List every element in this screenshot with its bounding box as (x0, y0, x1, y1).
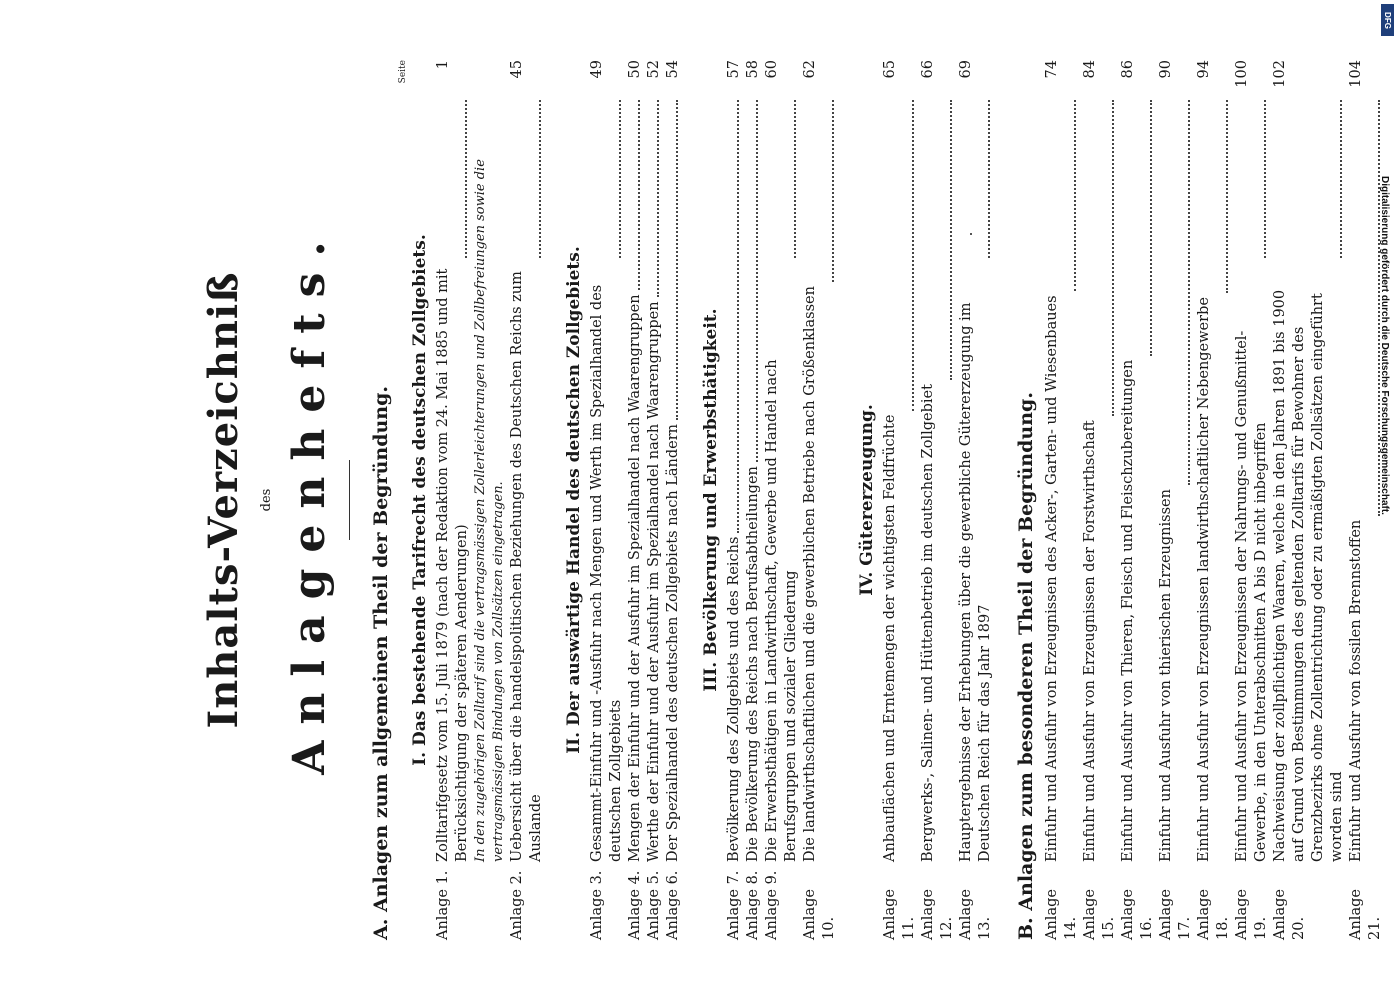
entry-label: Anlage 10. (802, 889, 837, 940)
section-ii-heading: II. Der auswärtige Handel des deutschen Zollgebiets. (564, 246, 584, 754)
toc-entry (744, 60, 763, 940)
entry-text: Einfuhr und Ausfuhr von fossilen Brennstoffen (1348, 519, 1364, 862)
section-i-heading: I. Das bestehende Tarifrecht des deutschen Zollgebiets. (410, 234, 430, 766)
entry-text: Mengen der Einfuhr und der Ausfuhr im Spezialhandel nach Waarengruppen (627, 294, 643, 862)
entry-page: 1 (435, 60, 451, 70)
title-rule (349, 460, 350, 540)
entry-page: 62 (802, 60, 818, 79)
entry-text: Der Spezialhandel des deutschen Zollgebiets nach Ländern (665, 423, 681, 862)
entry-page: 45 (509, 60, 525, 79)
entry-page: 74 (1044, 60, 1060, 79)
entry-text: Einfuhr und Ausfuhr von thierischen Erzeugnissen (1158, 489, 1174, 862)
document-subtitle: Anlagenhefts. (284, 225, 335, 775)
entry-label: Anlage 4. (627, 870, 643, 940)
title-des: des (259, 488, 274, 512)
toc-entry (919, 60, 957, 940)
toc-entry (763, 60, 801, 940)
entry-note: In den zugehörigen Zolltarif sind die vertragsmässigen Zollerleichterungen und Zollbefreiungen sowie die vertragsmässigen Bindungen von Zollsätzen eingetragen. (473, 159, 506, 862)
entry-text: Nachweisung der zollpflichtigen Waaren, welche in den Jahren 1891 bis 1900 auf Grund von Bestimmungen des geltenden Zolltarifs für Bewohner des Grenzbezirks ohne Zollentrichtung oder zu ermäßigten Zollsätzen eingeführt worden sind (1272, 289, 1345, 862)
entry-text: Gesammt-Einfuhr und -Ausfuhr nach Mengen und Werth im Spezialhandel des deutschen Zollgebiets (589, 284, 624, 862)
document-title: Inhalts-Verzeichniß (200, 271, 247, 729)
entry-page: 65 (882, 60, 898, 79)
toc-entry (801, 60, 839, 940)
entry-text: Die Erwerbsthätigen in Landwirthschaft, Gewerbe und Handel nach Berufsgruppen und sozialer Gliederung (764, 359, 799, 862)
entry-text: Hauptergebnisse der Erhebungen über die gewerbliche Gütererzeugung im Deutschen Reich für das Jahr 1897 (958, 302, 993, 862)
entry-label: Anlage 1. (435, 870, 451, 940)
print-speck (970, 233, 972, 235)
toc-entry (1043, 60, 1081, 940)
entry-text: Die Bevölkerung des Reichs nach Berufsabtheilungen (745, 466, 761, 862)
entry-page: 69 (958, 60, 974, 79)
entry-label: Anlage 6. (665, 870, 681, 940)
entry-page: 58 (745, 60, 761, 79)
entry-page: 104 (1348, 60, 1364, 88)
toc-entry (664, 60, 683, 940)
entry-text: Einfuhr und Ausfuhr von Erzeugnissen der Forstwirthschaft (1082, 420, 1098, 862)
entry-page: 60 (764, 60, 780, 79)
toc-entry (881, 60, 919, 940)
entry-text: Anbauflächen und Erntemengen der wichtigsten Feldfrüchte (882, 414, 898, 862)
entry-page: 90 (1158, 60, 1174, 79)
entry-page: 66 (920, 60, 936, 79)
entry-label: Anlage 14. (1044, 889, 1079, 940)
section-b-heading: B. Anlagen zum besonderen Theil der Begründung. (1015, 392, 1037, 940)
toc-entry (1271, 60, 1347, 940)
entry-text: Einfuhr und Ausfuhr von Thieren, Fleisch und Fleischzubereitungen (1120, 359, 1136, 862)
entry-label: Anlage 17. (1158, 889, 1193, 940)
entry-page: 84 (1082, 60, 1098, 79)
entry-page: 52 (646, 60, 662, 79)
dfg-credit: Digitalisierung gefördert durch die Deutsche Forschungsgemeinschaft. (1379, 176, 1390, 515)
entry-page: 102 (1272, 60, 1288, 88)
entry-page: 49 (589, 60, 605, 79)
entry-label: Anlage 8. (745, 870, 761, 940)
entry-page: 94 (1196, 60, 1212, 79)
entry-label: Anlage 9. (764, 870, 780, 940)
entry-label: Anlage 3. (589, 870, 605, 940)
entry-label: Anlage 5. (646, 870, 662, 940)
entry-text: Bevölkerung des Zollgebiets und des Reichs (726, 536, 742, 862)
entry-text: Bergwerks-, Salinen- und Hüttenbetrieb im deutschen Zollgebiet (920, 384, 936, 862)
entry-text: Zolltarifgesetz vom 15. Juli 1879 (nach der Redaktion vom 24. Mai 1885 und mit Berücksichtigung der späteren Aenderungen) (435, 268, 470, 862)
toc-entry (626, 60, 645, 940)
toc-entry (1233, 60, 1271, 940)
entry-text: Einfuhr und Ausfuhr von Erzeugnissen landwirthschaftlicher Nebengewerbe (1196, 297, 1212, 862)
rotated-content (180, 60, 1397, 940)
entry-text: Einfuhr und Ausfuhr von Erzeugnissen der Nahrungs- und Genußmittel-Gewerbe, in den Unterabschnitten A bis D nicht inbegriffen (1234, 330, 1269, 862)
toc-entry (645, 60, 664, 940)
entry-text: Werthe der Einfuhr und der Ausfuhr im Spezialhandel nach Waarengruppen (646, 301, 662, 862)
entry-label: Anlage 19. (1234, 889, 1269, 940)
seite-label: Seite (398, 60, 408, 84)
section-a-heading: A. Anlagen zum allgemeinen Theil der Begründung. (370, 385, 392, 940)
toc-entry (725, 60, 744, 940)
section-iii-heading: III. Bevölkerung und Erwerbsthätigkeit. (701, 308, 721, 692)
toc-entry (1119, 60, 1157, 940)
entry-text: Uebersicht über die handelspolitischen Beziehungen des Deutschen Reichs zum Auslande (509, 271, 544, 862)
entry-label: Anlage 13. (958, 889, 993, 940)
entry-label: Anlage 12. (920, 889, 955, 940)
entry-page: 50 (627, 60, 643, 79)
toc-entry (957, 60, 995, 940)
entry-label: Anlage 15. (1082, 889, 1117, 940)
dfg-logo (1381, 4, 1394, 36)
entry-page: 54 (665, 60, 681, 79)
toc-entry (1081, 60, 1119, 940)
entry-label: Anlage 18. (1196, 889, 1231, 940)
entry-label: Anlage 16. (1120, 889, 1155, 940)
entry-page: 57 (726, 60, 742, 79)
entry-label: Anlage 7. (726, 870, 742, 940)
toc-entry (1195, 60, 1233, 940)
entry-page: 86 (1120, 60, 1136, 79)
entry-page: 100 (1234, 60, 1250, 88)
entry-label: Anlage 11. (882, 889, 917, 940)
entry-text: Einfuhr und Ausfuhr von Erzeugnissen des Acker-, Garten- und Wiesenbaues (1044, 295, 1060, 862)
entry-label: Anlage 21. (1348, 889, 1383, 940)
entry-label: Anlage 2. (509, 870, 525, 940)
toc-entry (508, 60, 546, 940)
entry-text: Die landwirthschaftlichen und die gewerblichen Betriebe nach Größenklassen (802, 286, 818, 862)
toc-entry (588, 60, 626, 940)
entry-label: Anlage 20. (1272, 889, 1307, 940)
dfg-logo-text: DFG (1383, 11, 1393, 29)
toc-entry (434, 60, 472, 940)
section-iv-heading: IV. Gütererzeugung. (857, 404, 877, 596)
toc-entry (1157, 60, 1195, 940)
